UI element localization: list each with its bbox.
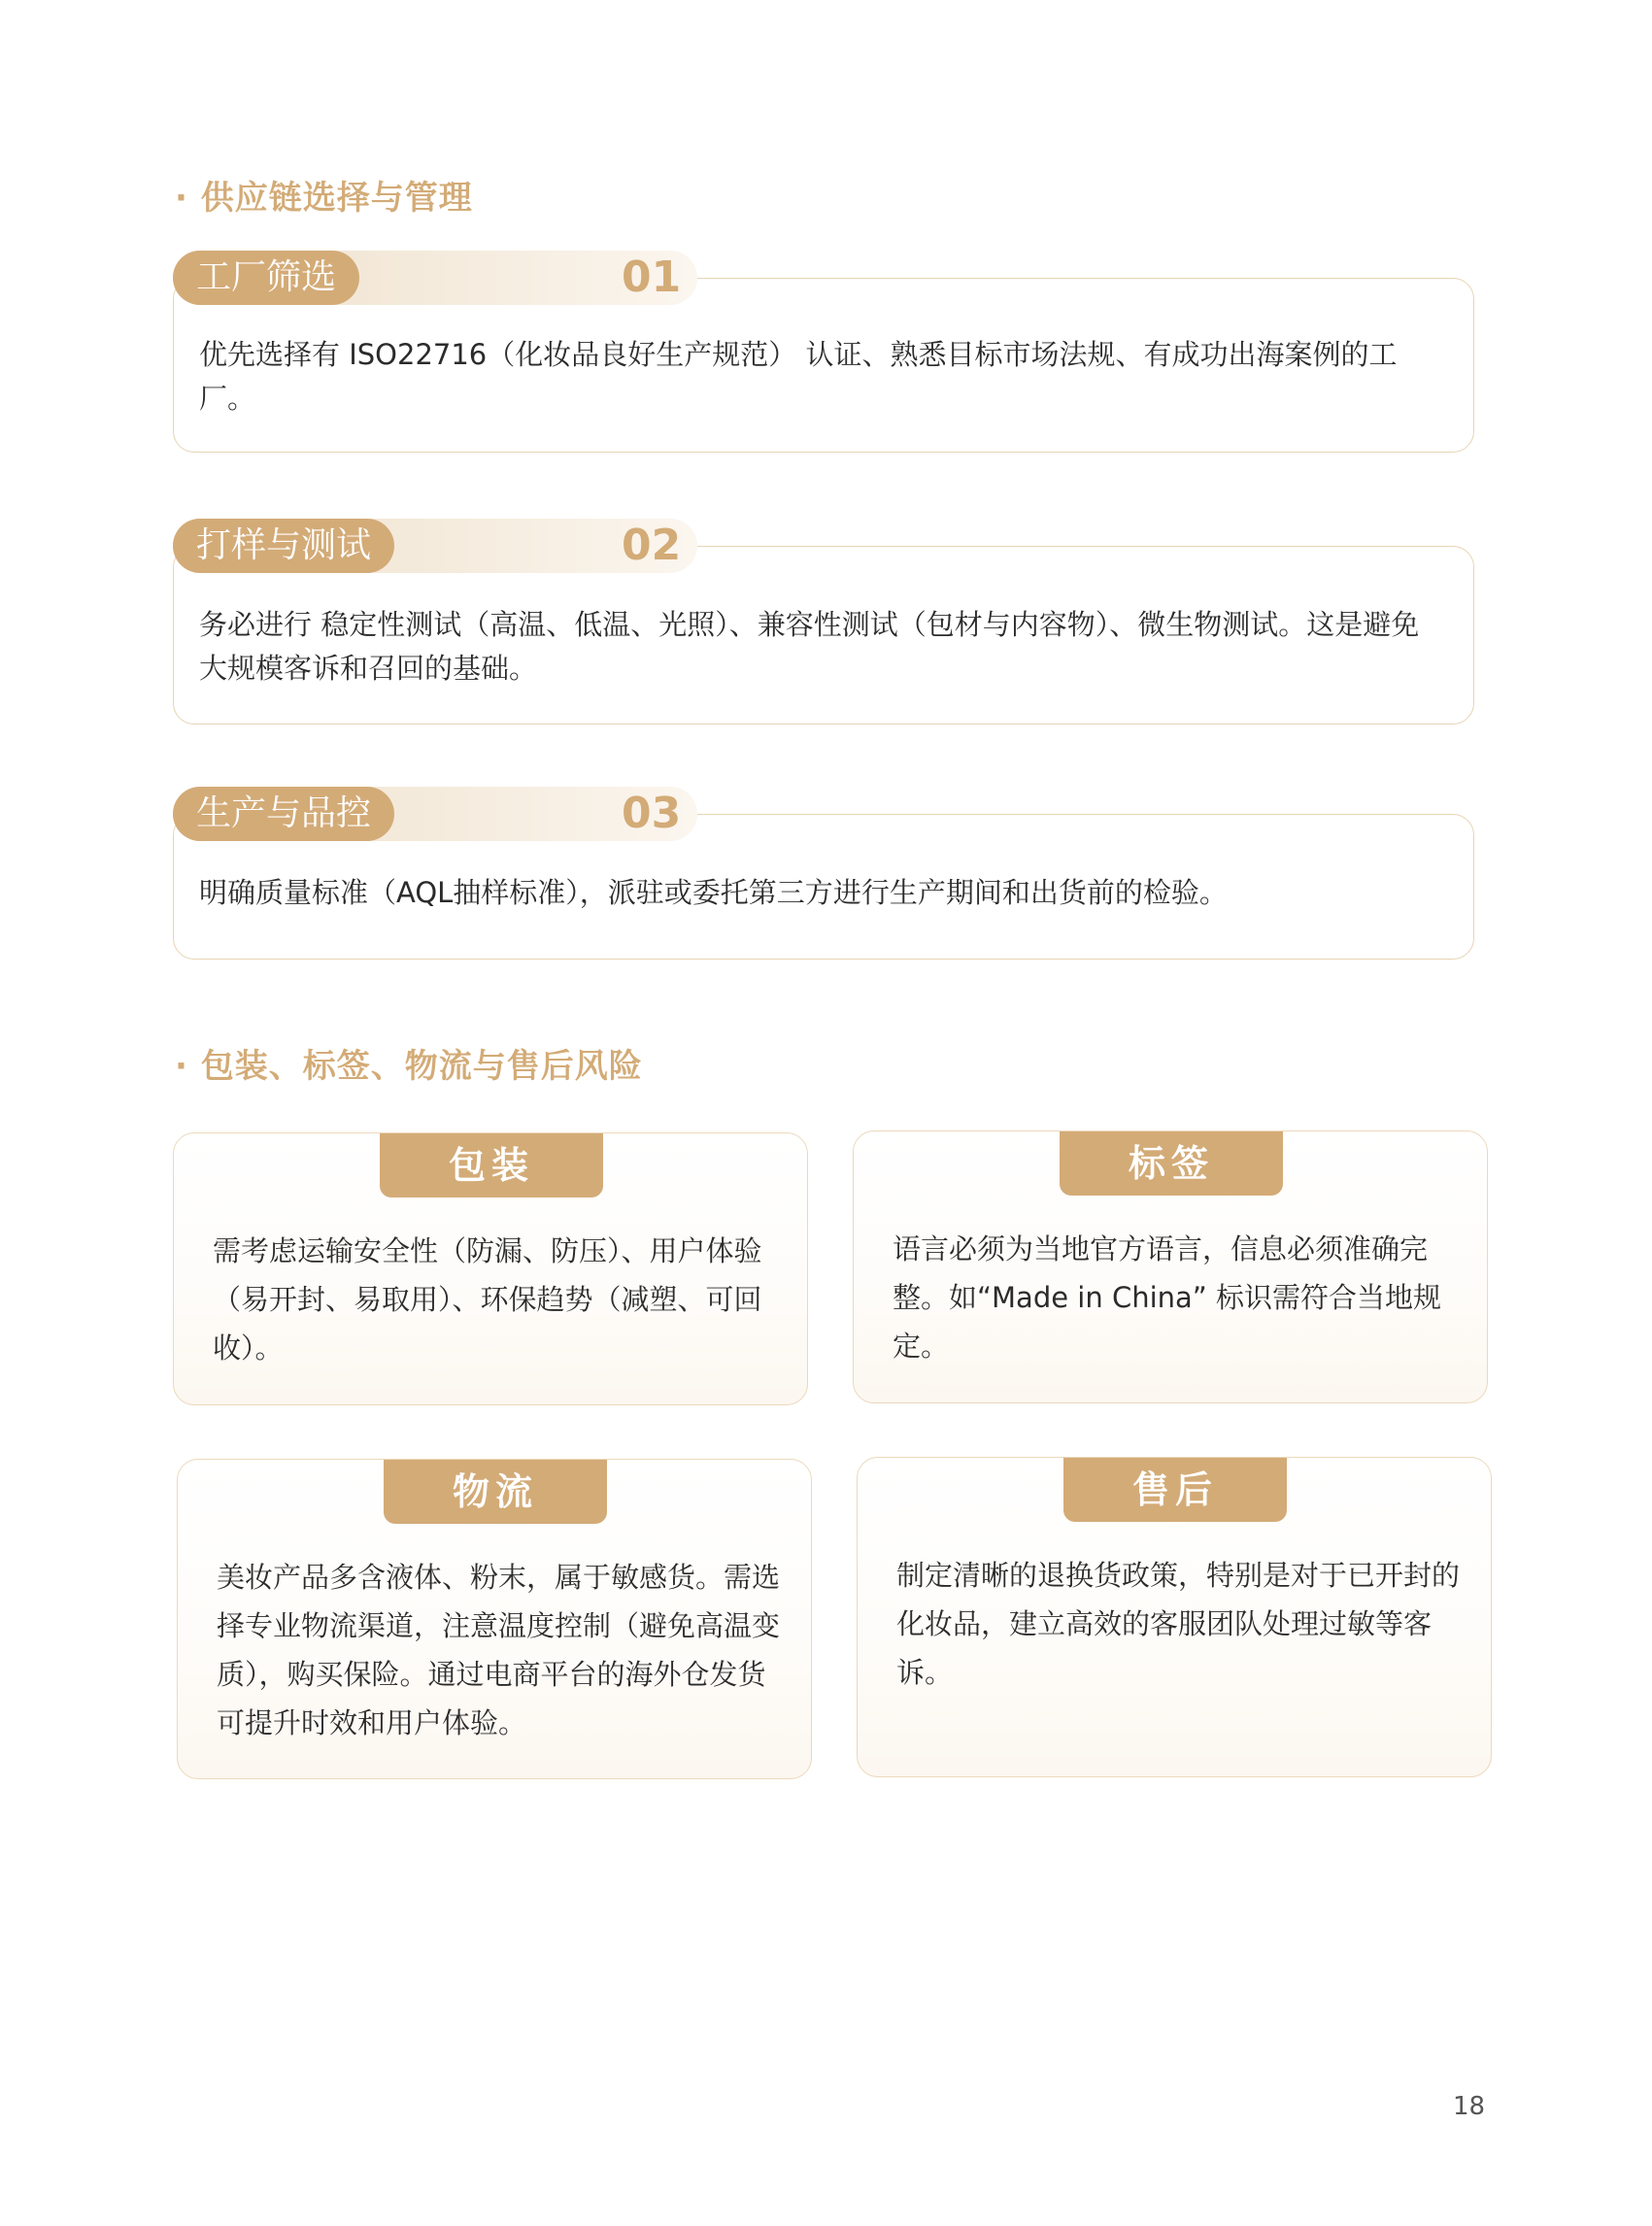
step-label: 工厂筛选 [173,251,359,305]
card-text: 语言必须为当地官方语言，信息必须准确完整。如“Made in China” 标识需符合当地规定。 [893,1232,1442,1363]
section-title-packaging-logistics: · 包装、标签、物流与售后风险 [175,1047,643,1086]
step-header [173,251,697,305]
step-header [173,787,697,841]
step-header [173,519,697,573]
card-text: 需考虑运输安全性（防漏、防压）、用户体验（易开封、易取用）、环保趋势（减塑、可回收）。 [213,1234,762,1365]
page-number: 18 [1453,2092,1486,2121]
step-number: 03 [622,789,682,838]
card-tag: 售后 [1063,1458,1287,1522]
step-text: 明确质量标准（AQL抽样标准），派驻或委托第三方进行生产期间和出货前的检验。 [199,876,1228,909]
step-number: 02 [622,521,682,570]
step-number: 01 [622,253,682,302]
step-text: 务必进行 稳定性测试（高温、低温、光照）、兼容性测试（包材与内容物）、微生物测试。这是避免大规模客诉和召回的基础。 [199,608,1420,685]
section-title-supply-chain: · 供应链选择与管理 [175,179,473,218]
card-text: 制定清晰的退换货政策，特别是对于已开封的化妆品，建立高效的客服团队处理过敏等客诉。 [896,1559,1461,1689]
card-tag: 标签 [1060,1131,1283,1196]
card-labels [853,1130,1488,1403]
card-text: 美妆产品多含液体、粉末，属于敏感货。需选择专业物流渠道，注意温度控制（避免高温变质），购买保险。通过电商平台的海外仓发货可提升时效和用户体验。 [217,1561,781,1739]
step-label: 打样与测试 [173,519,394,573]
card-tag: 物流 [384,1460,607,1524]
step-label: 生产与品控 [173,787,394,841]
card-packaging [173,1132,808,1405]
step-text: 优先选择有 ISO22716（化妆品良好生产规范） 认证、熟悉目标市场法规、有成功出海案例的工厂。 [199,338,1398,415]
card-logistics [177,1459,812,1779]
card-after-sales [857,1457,1492,1777]
card-tag: 包装 [380,1133,603,1197]
